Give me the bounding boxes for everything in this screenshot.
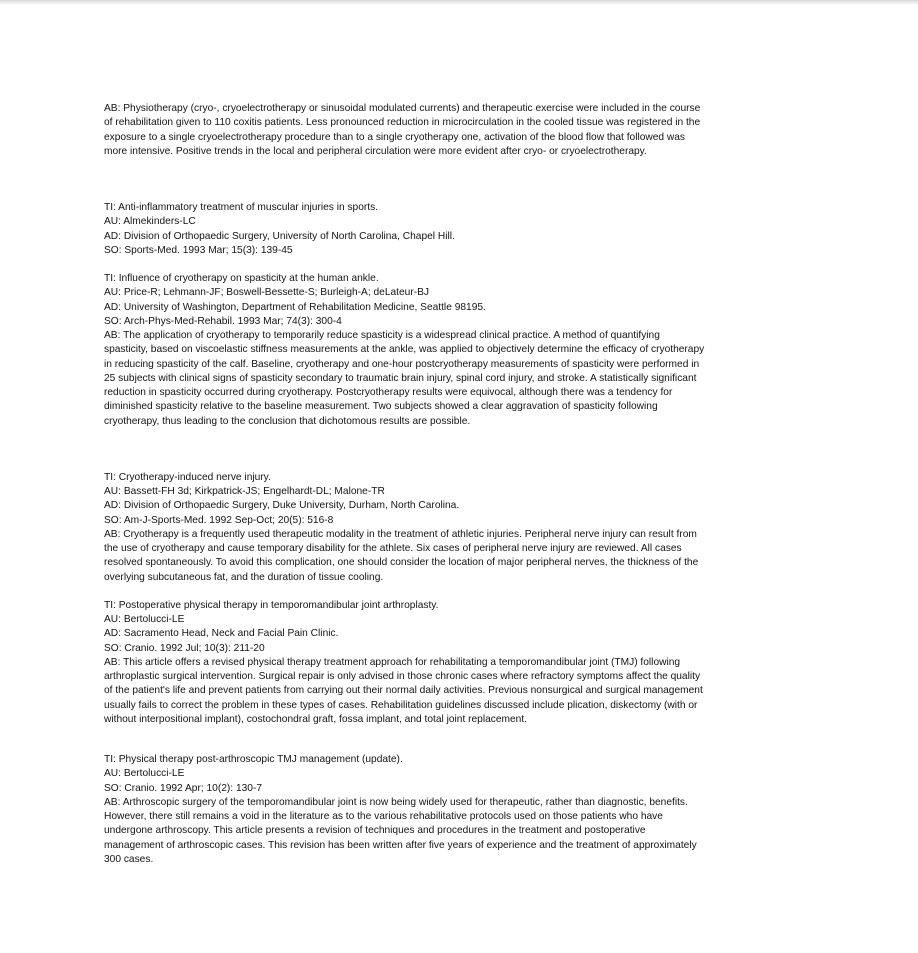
abstract-line: AB: The application of cryotherapy to temporarily reduce spasticity is a widespread clinical practice. A method of quantifying: [104, 330, 660, 341]
abstract-line: AB: Arthroscopic surgery of the temporomandibular joint is now being widely used for therapeutic, rather than diagnostic, benefits.: [104, 796, 688, 808]
abstract-line: However, there still remains a void in the literature as to the various rehabilitative protocols used on those patients who have: [104, 811, 663, 822]
record-title: TI: Postoperative physical therapy in temporomandibular joint arthroplasty.: [104, 599, 439, 611]
abstract-line: cryotherapy, thus leading to the conclusion that dichotomous results are possible.: [104, 415, 471, 427]
record-address: AD: Division of Orthopaedic Surgery, University of North Carolina, Chapel Hill.: [104, 230, 455, 242]
abstract-line: management of arthroscopic cases. This revision has been written after five years of experience and the treatment of approximately: [104, 839, 697, 851]
record-entry: [104, 272, 804, 429]
record-authors: AU: Bertolucci-LE: [104, 768, 185, 780]
abstract-line: usually fails to correct the problem in these types of cases. Rehabilitation guidelines discussed include plication, diskectomy (with or: [104, 699, 698, 711]
record-source: SO: Cranio. 1992 Jul; 10(3): 211-20: [104, 642, 265, 654]
abstract-line: exposure to a single cryoelectrotherapy procedure than to a single cryotherapy one, activation of the blood flow that followed was: [104, 131, 686, 143]
scan-edge-shading: [0, 0, 918, 5]
abstract-line: the use of cryotherapy and cause temporary disability for the athlete. Six cases of peripheral nerve injury are reviewed. All cases: [104, 543, 682, 554]
record-title: TI: Cryotherapy-induced nerve injury.: [104, 471, 271, 483]
record-source: SO: Sports-Med. 1993 Mar; 15(3): 139-45: [104, 244, 293, 256]
abstract-line: without interpositional implant), costochondral graft, fossa implant, and total joint replacement.: [104, 713, 528, 725]
record-address: AD: Sacramento Head, Neck and Facial Pain Clinic.: [104, 628, 339, 640]
abstract-line: 300 cases.: [104, 853, 154, 865]
abstract-line: reduction in spasticity occurred during cryotherapy. Postcryotherapy results were equivocal, although there was a tendency for: [104, 387, 673, 398]
abstract-line: AB: Cryotherapy is a frequently used therapeutic modality in the treatment of athletic injuries. Peripheral nerve injury can result from: [104, 528, 697, 540]
abstract-line: arthroplastic surgical intervention. Surgical repair is only advised in those chronic cases where refractory symptoms affect the quality: [104, 671, 701, 682]
abstract-line: resolved spontaneously. To avoid this complication, one should consider the location of major peripheral nerves, the thickness of the: [104, 557, 699, 569]
record-source: SO: Arch-Phys-Med-Rehabil. 1993 Mar; 74(3): 300-4: [104, 315, 342, 327]
record-title: TI: Anti-inflammatory treatment of muscular injuries in sports.: [104, 202, 379, 213]
abstract-line: overlying subcutaneous fat, and the duration of tissue cooling.: [104, 571, 384, 583]
record-source: SO: Am-J-Sports-Med. 1992 Sep-Oct; 20(5): 516-8: [104, 514, 334, 526]
abstract-line: AB: Physiotherapy (cryo-, cryoelectrotherapy or sinusoidal modulated currents) and therapeutic exercise were included in the course: [104, 103, 701, 114]
record-authors: AU: Bertolucci-LE: [104, 614, 185, 625]
record-title: TI: Physical therapy post-arthroscopic TMJ management (update).: [104, 754, 403, 765]
record-title: TI: Influence of cryotherapy on spasticity at the human ankle.: [104, 273, 379, 284]
abstract-line: of rehabilitation given to 110 coxitis patients. Less pronounced reduction in microcirculation in the cooled tissue was registered in the: [104, 117, 701, 129]
record-address: AD: Division of Orthopaedic Surgery, Duke University, Durham, North Carolina.: [104, 500, 460, 512]
abstract-line: undergone arthroscopy. This article presents a revision of techniques and procedures in the treatment and postoperative: [104, 825, 646, 837]
abstract-line: more intensive. Positive trends in the local and peripheral circulation were more evident after cryo- or cryoelectrotherapy.: [104, 145, 647, 157]
record-address: AD: University of Washington, Department of Rehabilitation Medicine, Seattle 98195.: [104, 301, 486, 313]
record-source: SO: Cranio. 1992 Apr; 10(2): 130-7: [104, 782, 262, 794]
record-entry: [104, 753, 804, 867]
abstract-line: diminished spasticity relative to the baseline measurement. Two subjects showed a clear aggravation of spasticity following: [104, 401, 658, 413]
record-entry: [104, 471, 804, 585]
record-entry: [104, 599, 804, 727]
abstract-line: spasticity, based on viscoelastic stiffness measurements at the ankle, was applied to objectively determine the efficacy of cryotherapy: [104, 344, 705, 356]
record-authors: AU: Bassett-FH 3d; Kirkpatrick-JS; Engelhardt-DL; Malone-TR: [104, 486, 385, 497]
record-continuation: [104, 102, 804, 159]
document-page: [104, 102, 804, 867]
abstract-line: in reducing spasticity of the calf. Baseline, cryotherapy and one-hour postcryotherapy measurements of spasticity were performed in: [104, 358, 700, 370]
abstract-line: of the patient's life and prevent patients from carrying out their normal daily activities. Previous nonsurgical and surgical management: [104, 685, 703, 697]
abstract-line: AB: This article offers a revised physical therapy treatment approach for rehabilitating a temporomandibular joint (TMJ) following: [104, 656, 681, 668]
abstract-line: 25 subjects with clinical signs of spasticity secondary to traumatic brain injury, spinal cord injury, and stroke. A statistically significant: [104, 372, 697, 384]
record-entry: [104, 201, 804, 258]
record-authors: AU: Price-R; Lehmann-JF; Boswell-Bessette-S; Burleigh-A; deLateur-BJ: [104, 287, 429, 299]
record-authors: AU: Almekinders-LC: [104, 216, 196, 228]
